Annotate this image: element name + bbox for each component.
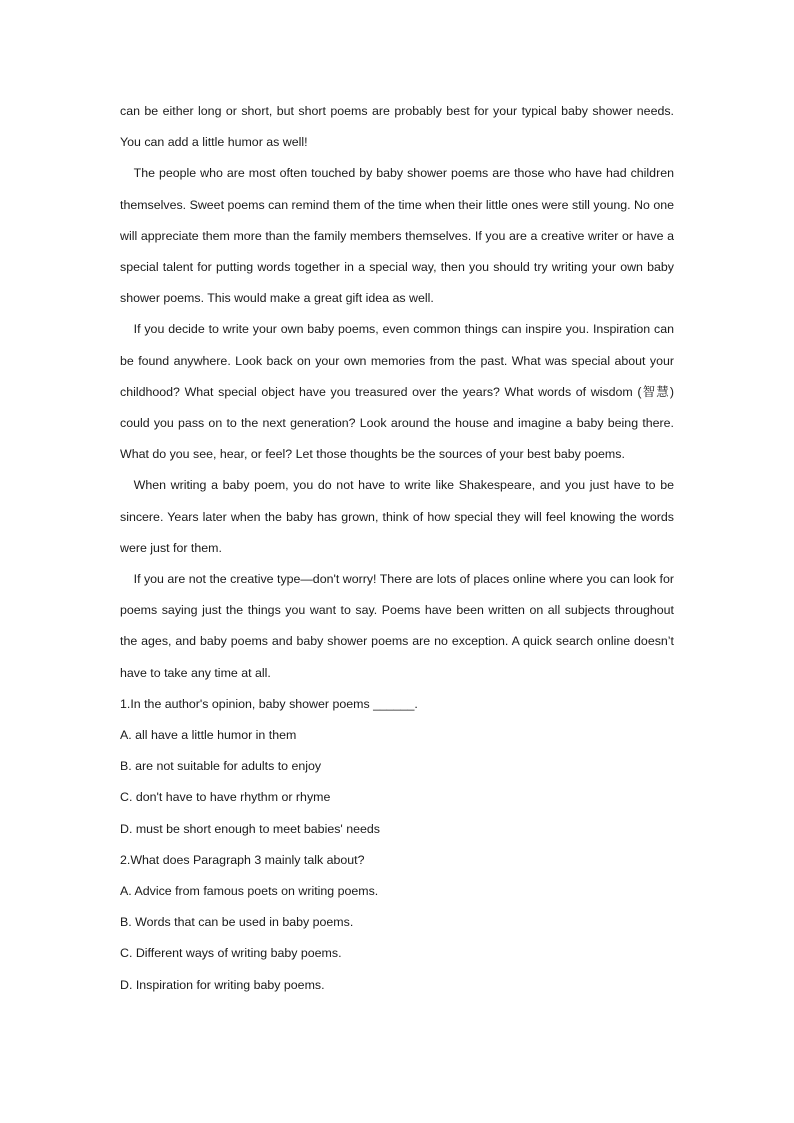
passage-paragraph-4: When writing a baby poem, you do not have to write like Shakespeare, and you just have to be sincere. Years later when the baby has grown, think of how special they will feel knowing the words were just for them. <box>120 478 674 555</box>
option-c: C. don't have to have rhythm or rhyme <box>120 790 331 805</box>
question-stem: 1.In the author's opinion, baby shower poems ______. <box>120 696 418 711</box>
passage-paragraph-5: If you are not the creative type—don't worry! There are lots of places online where you can look for poems saying just the things you want to say. Poems have been written on all subjects throughout the ages, and baby poems and baby shower poems are no exception. A quick search online doesn’t have to take any time at all. <box>120 572 674 680</box>
option-d: D. must be short enough to meet babies' needs <box>120 821 380 836</box>
option-a: A. all have a little humor in them <box>120 728 297 743</box>
question-1 <box>120 689 674 845</box>
option-d: D. Inspiration for writing baby poems. <box>120 977 325 992</box>
question-2 <box>120 845 674 1001</box>
option-c: C. Different ways of writing baby poems. <box>120 946 342 961</box>
option-b: B. are not suitable for adults to enjoy <box>120 759 322 774</box>
option-a: A. Advice from famous poets on writing poems. <box>120 884 379 899</box>
document-page <box>120 96 674 1001</box>
passage-paragraph-3: If you decide to write your own baby poems, even common things can inspire you. Inspiration can be found anywhere. Look back on your own memories from the past. What was special about your childhood? What special object have you treasured over the years? What words of wisdom (智慧) could you pass on to the next generation? Look around the house and imagine a baby being there. What do you see, hear, or feel? Let those thoughts be the sources of your best baby poems. <box>120 322 674 462</box>
option-b: B. Words that can be used in baby poems. <box>120 915 354 930</box>
passage-paragraph-2: The people who are most often touched by baby shower poems are those who have had children themselves. Sweet poems can remind them of the time when their little ones were still young. No one will appreciate them more than the family members themselves. If you are a creative writer or have a special talent for putting words together in a special way, then you should try writing your own baby shower poems. This would make a great gift idea as well. <box>120 166 674 306</box>
passage-paragraph-1: can be either long or short, but short poems are probably best for your typical baby shower needs. You can add a little humor as well! <box>120 104 674 150</box>
question-stem: 2.What does Paragraph 3 mainly talk about? <box>120 852 365 867</box>
